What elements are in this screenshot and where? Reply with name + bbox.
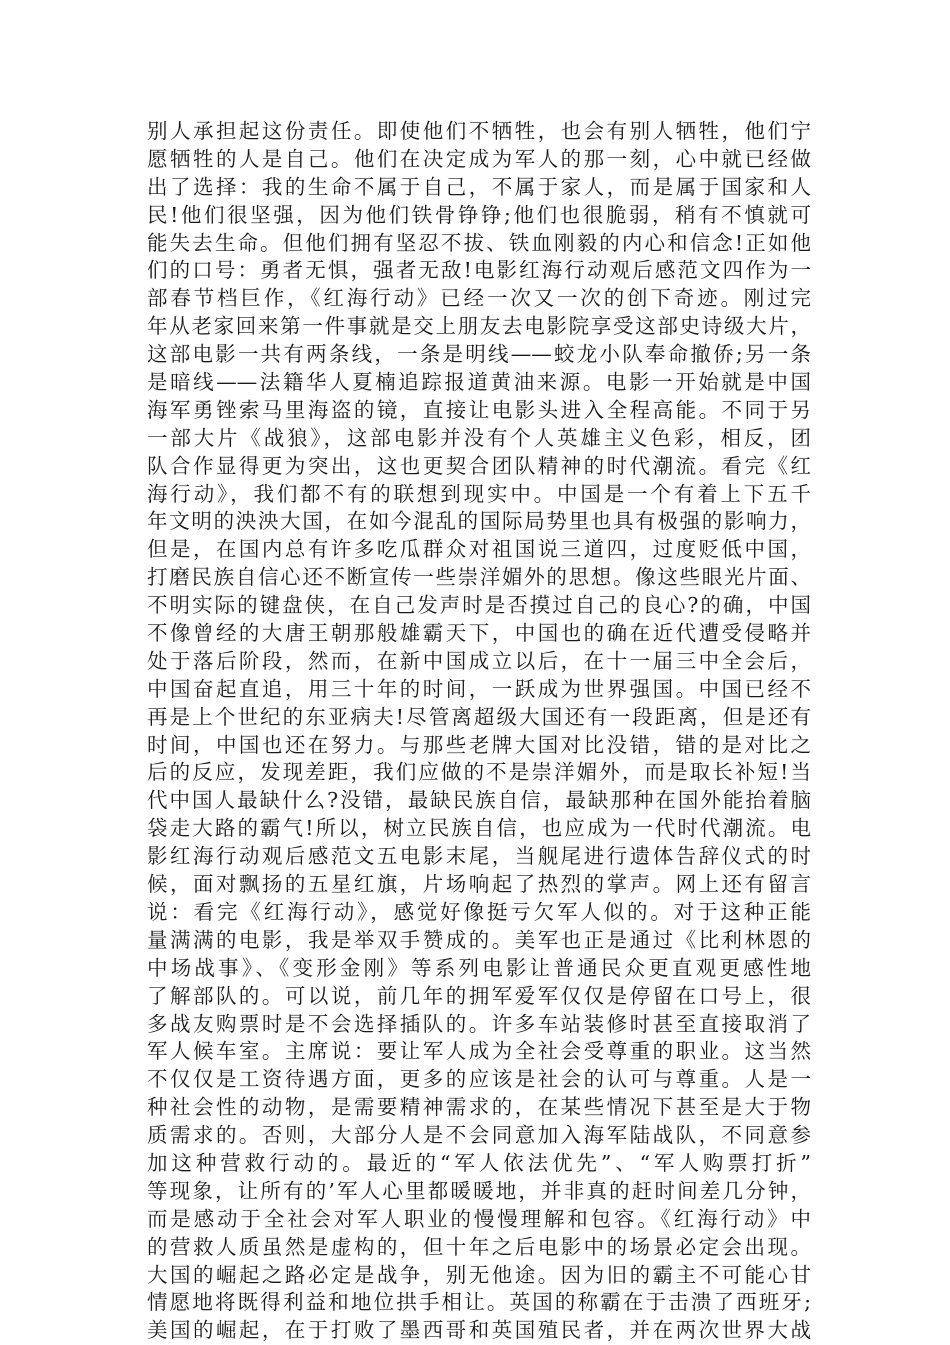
text-line: 民!他们很坚强，因为他们铁骨铮铮;他们也很脆弱，稍有不慎就可 [147,202,811,227]
text-line: 年文明的泱泱大国，在如今混乱的国际局势里也具有极强的影响力， [147,509,811,534]
text-line: 海军勇锉索马里海盗的镜，直接让电影头进入全程高能。不同于另 [147,397,811,422]
text-line: 种社会性的动物，是需要精神需求的，在某些情况下甚至是大于物 [147,1095,811,1120]
text-line: 袋走大路的霸气!所以，树立民族自信，也应成为一代时代潮流。电 [147,816,811,841]
text-line: 中场战事》、《变形金刚》等系列电影让普通民众更直观更感性地 [147,955,811,980]
text-line: 中国奋起直追，用三十年的时间，一跃成为世界强国。中国已经不 [147,676,811,701]
text-line: 后的反应，发现差距，我们应做的不是崇洋媚外，而是取长补短!当 [147,760,811,785]
text-line: 处于落后阶段，然而，在新中国成立以后，在十一届三中全会后， [147,648,811,673]
text-line: 情愿地将既得利益和地位拱手相让。英国的称霸在于击溃了西班牙; [147,1290,811,1315]
text-line: 年从老家回来第一件事就是交上朋友去电影院享受这部史诗级大片， [147,314,811,339]
text-line: 海行动》，我们都不有的联想到现实中。中国是一个有着上下五千 [147,481,811,506]
text-line: 候，面对飘扬的五星红旗，片场响起了热烈的掌声。网上还有留言 [147,872,811,897]
text-line: 等现象，让所有的’军人心里都暖暖地，并非真的赶时间差几分钟， [147,1178,811,1203]
text-line: 愿牺牲的人是自己。他们在决定成为军人的那一刻，心中就已经做 [147,146,811,171]
text-line: 代中国人最缺什么?没错，最缺民族自信，最缺那种在国外能抬着脑 [147,788,811,813]
text-line: 别人承担起这份责任。即使他们不牺牲，也会有别人牺牲，他们宁 [147,119,811,143]
text-line: 的营救人质虽然是虚构的，但十年之后电影中的场景必定会出现。 [147,1234,811,1259]
text-line: 队合作显得更为突出，这也更契合团队精神的时代潮流。看完《红 [147,453,811,478]
body-text [147,118,811,1345]
text-line: 了解部队的。可以说，前几年的拥军爱军仅仅是停留在口号上，很 [147,983,811,1008]
text-line: 但是，在国内总有许多吃瓜群众对祖国说三道四，过度贬低中国， [147,537,811,562]
text-line: 时间，中国也还在努力。与那些老牌大国对比没错，错的是对比之 [147,732,811,757]
text-line: 是暗线——法籍华人夏楠追踪报道黄油来源。电影一开始就是中国 [147,370,811,395]
text-line: 这部电影一共有两条线，一条是明线——蛟龙小队奉命撤侨;另一条 [147,342,811,367]
text-line: 军人候车室。主席说：要让军人成为全社会受尊重的职业。这当然 [147,1039,811,1064]
text-line: 打磨民族自信心还不断宣传一些崇洋媚外的思想。像这些眼光片面、 [147,565,811,590]
text-line: 质需求的。否则，大部分人是不会同意加入海军陆战队，不同意参 [147,1123,811,1148]
text-line: 们的口号：勇者无惧，强者无敌!电影红海行动观后感范文四作为一 [147,258,811,283]
text-line: 部春节档巨作，《红海行动》已经一次又一次的创下奇迹。刚过完 [147,286,811,311]
text-line: 美国的崛起，在于打败了墨西哥和英国殖民者，并在两次世界大战 [147,1318,811,1343]
text-line: 不明实际的键盘侠，在自己发声时是否摸过自己的良心?的确，中国 [147,593,811,618]
text-line: 说：看完《红海行动》，感觉好像挺亏欠军人似的。对于这种正能 [147,899,811,924]
text-line: 一部大片《战狼》，这部电影并没有个人英雄主义色彩，相反，团 [147,425,811,450]
text-line: 多战友购票时是不会选择插队的。许多车站装修时甚至直接取消了 [147,1011,811,1036]
text-line: 影红海行动观后感范文五电影末尾，当舰尾进行遗体告辞仪式的时 [147,844,811,869]
text-line: 加这种营救行动的。最近的“军人依法优先”、“军人购票打折” [147,1150,811,1175]
text-line: 再是上个世纪的东亚病夫!尽管离超级大国还有一段距离，但是还有 [147,704,811,729]
text-line: 量满满的电影，我是举双手赞成的。美军也正是通过《比利林恩的 [147,927,811,952]
text-line: 出了选择：我的生命不属于自己，不属于家人，而是属于国家和人 [147,174,811,199]
text-line: 不仅仅是工资待遇方面，更多的应该是社会的认可与尊重。人是一 [147,1067,811,1092]
text-line: 能失去生命。但他们拥有坚忍不拔、铁血刚毅的内心和信念!正如他 [147,230,811,255]
text-line: 不像曾经的大唐王朝那般雄霸天下，中国也的确在近代遭受侵略并 [147,621,811,646]
text-line: 而是感动于全社会对军人职业的慢慢理解和包容。《红海行动》中 [147,1206,811,1231]
text-line: 大国的崛起之路必定是战争，别无他途。因为旧的霸主不可能心甘 [147,1262,811,1287]
